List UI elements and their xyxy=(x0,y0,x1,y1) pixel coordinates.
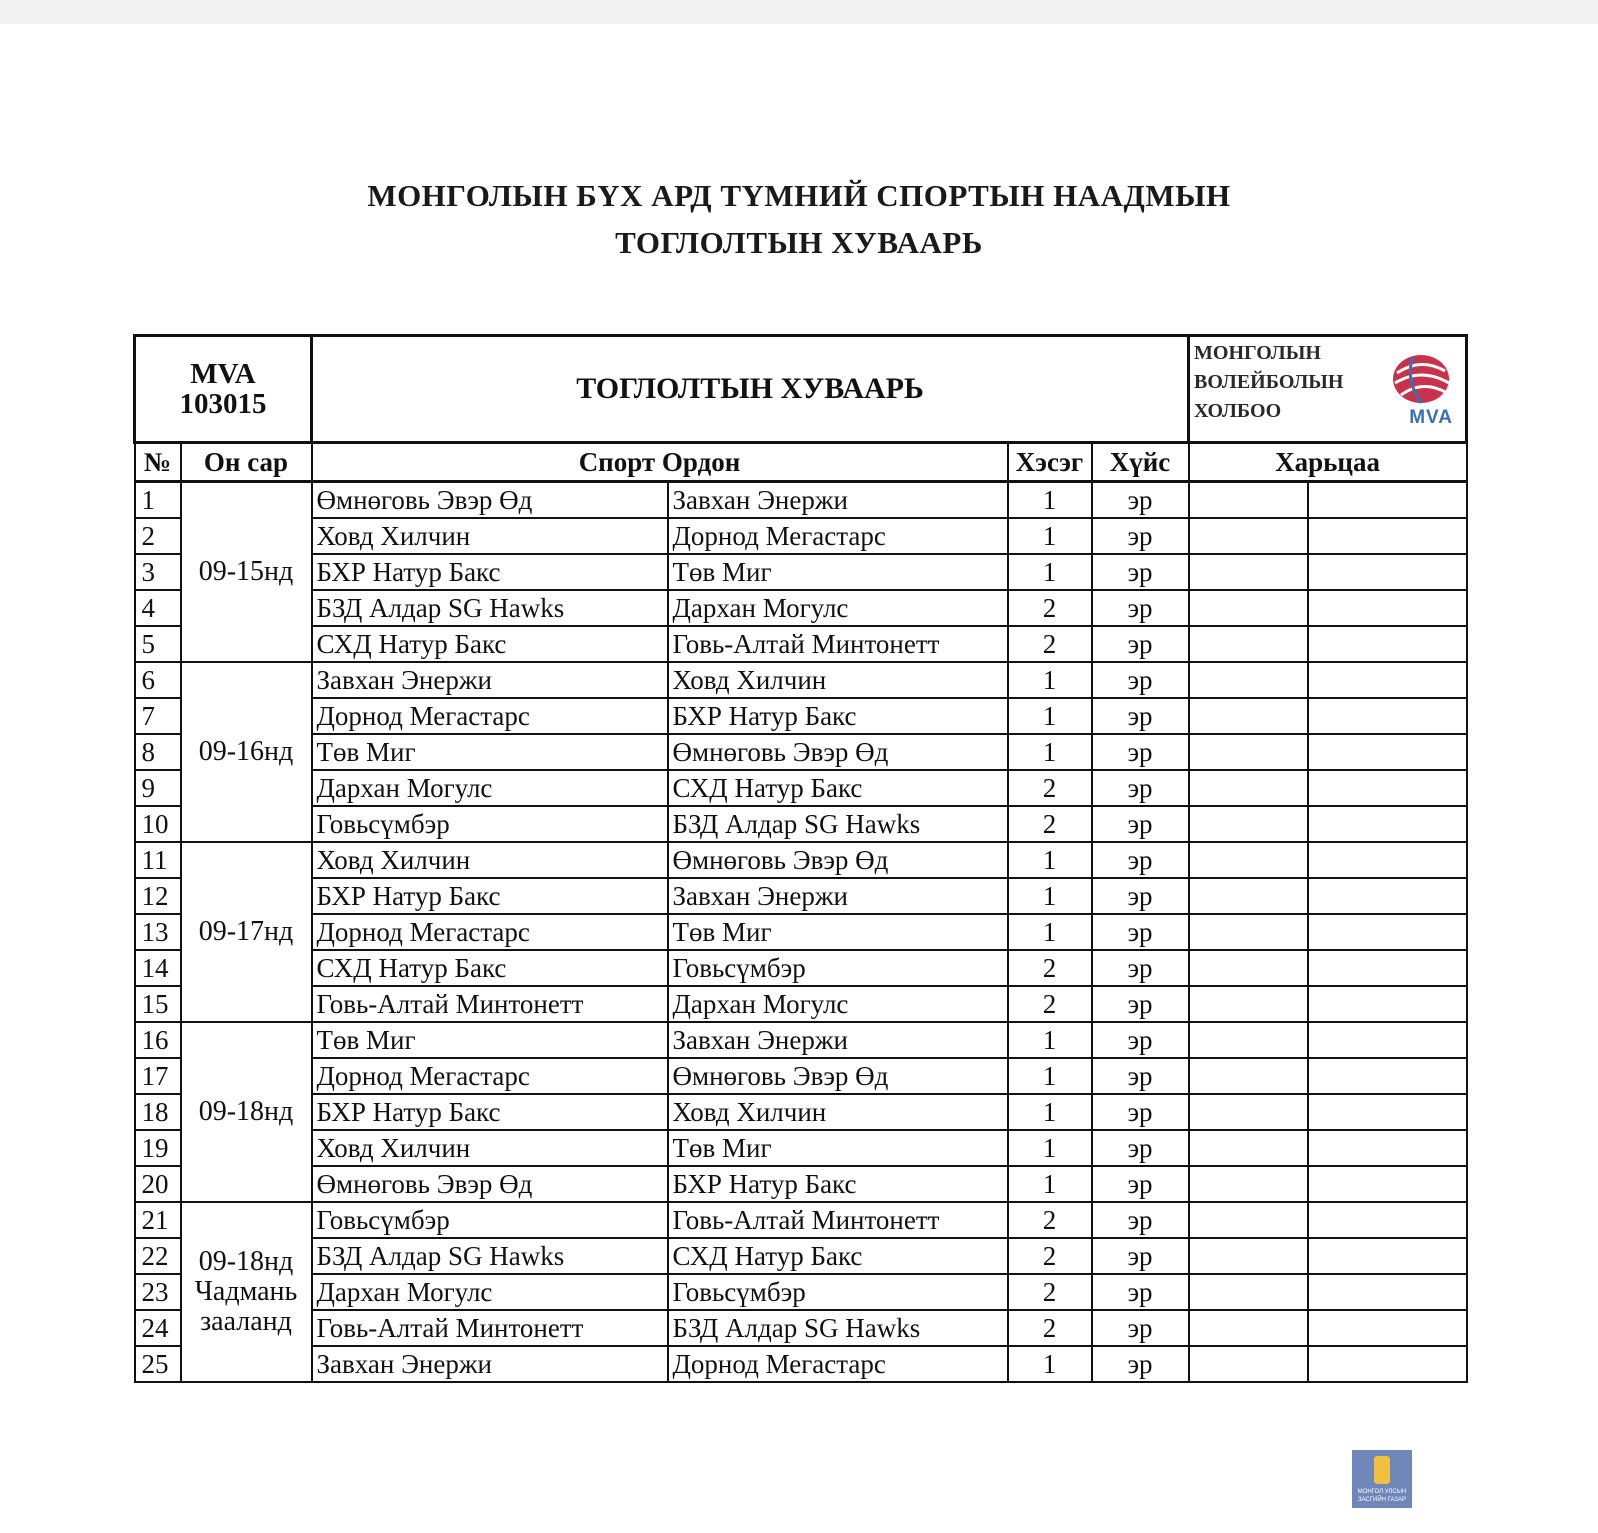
away-team: Өмнөговь Эвэр Өд xyxy=(668,842,1008,878)
home-team: Говьсүмбэр xyxy=(312,806,668,842)
gender-cell: эр xyxy=(1092,626,1189,662)
match-number: 22 xyxy=(135,1238,181,1274)
gender-cell: эр xyxy=(1092,914,1189,950)
away-team: БХР Натур Бакс xyxy=(668,1166,1008,1202)
score-home-cell xyxy=(1189,986,1308,1022)
score-home-cell xyxy=(1189,590,1308,626)
group-cell: 2 xyxy=(1008,986,1092,1022)
mva-code: 103015 xyxy=(179,388,267,420)
home-team: Дорнод Мегастарс xyxy=(312,914,668,950)
score-away-cell xyxy=(1308,770,1467,806)
match-row xyxy=(135,698,1467,734)
match-row xyxy=(135,482,1467,519)
gender-cell: эр xyxy=(1092,662,1189,698)
away-team: Говьсүмбэр xyxy=(668,1274,1008,1310)
gender-cell: эр xyxy=(1092,1310,1189,1346)
score-home-cell xyxy=(1189,518,1308,554)
match-number: 3 xyxy=(135,554,181,590)
match-number: 5 xyxy=(135,626,181,662)
score-home-cell xyxy=(1189,1130,1308,1166)
score-away-cell xyxy=(1308,590,1467,626)
away-team: Завхан Энержи xyxy=(668,1022,1008,1058)
gender-cell: эр xyxy=(1092,1238,1189,1274)
match-number: 7 xyxy=(135,698,181,734)
home-team: Говьсүмбэр xyxy=(312,1202,668,1238)
away-team: БЗД Алдар SG Hawks xyxy=(668,1310,1008,1346)
score-home-cell xyxy=(1189,1058,1308,1094)
group-cell: 1 xyxy=(1008,1130,1092,1166)
match-date xyxy=(181,482,312,663)
gender-cell: эр xyxy=(1092,1274,1189,1310)
group-cell: 2 xyxy=(1008,1238,1092,1274)
score-away-cell xyxy=(1308,1022,1467,1058)
away-team: Ховд Хилчин xyxy=(668,662,1008,698)
score-away-cell xyxy=(1308,878,1467,914)
score-away-cell xyxy=(1308,626,1467,662)
score-away-cell xyxy=(1308,914,1467,950)
gender-cell: эр xyxy=(1092,554,1189,590)
match-number: 12 xyxy=(135,878,181,914)
home-team: Өмнөговь Эвэр Өд xyxy=(312,1166,668,1202)
match-number: 13 xyxy=(135,914,181,950)
score-away-cell xyxy=(1308,1238,1467,1274)
match-date xyxy=(181,1202,312,1382)
away-team: Төв Миг xyxy=(668,914,1008,950)
date-line: зааланд xyxy=(200,1306,292,1337)
away-team: Төв Миг xyxy=(668,1130,1008,1166)
score-home-cell xyxy=(1189,878,1308,914)
gender-cell: эр xyxy=(1092,842,1189,878)
group-cell: 2 xyxy=(1008,1274,1092,1310)
government-logo xyxy=(1352,1450,1412,1508)
match-row xyxy=(135,1274,1467,1310)
away-team: Завхан Энержи xyxy=(668,878,1008,914)
home-team: Ховд Хилчин xyxy=(312,1130,668,1166)
home-team: БЗД Алдар SG Hawks xyxy=(312,590,668,626)
date-line: 09-15нд xyxy=(198,556,294,587)
match-number: 23 xyxy=(135,1274,181,1310)
col-score: Харьцаа xyxy=(1189,443,1467,482)
home-team: СХД Натур Бакс xyxy=(312,626,668,662)
group-cell: 2 xyxy=(1008,1310,1092,1346)
match-row xyxy=(135,950,1467,986)
match-row xyxy=(135,1238,1467,1274)
match-row xyxy=(135,878,1467,914)
score-away-cell xyxy=(1308,482,1467,519)
home-team: Ховд Хилчин xyxy=(312,842,668,878)
group-cell: 2 xyxy=(1008,770,1092,806)
home-team: БХР Натур Бакс xyxy=(312,878,668,914)
logo-mark: MVA xyxy=(1409,407,1454,428)
date-line: Чадмань xyxy=(194,1276,298,1307)
score-home-cell xyxy=(1189,842,1308,878)
gender-cell: эр xyxy=(1092,1166,1189,1202)
match-row xyxy=(135,1022,1467,1058)
match-date xyxy=(181,1022,312,1202)
match-number: 1 xyxy=(135,482,181,519)
date-line: 09-18нд xyxy=(198,1246,294,1277)
gender-cell: эр xyxy=(1092,878,1189,914)
group-cell: 1 xyxy=(1008,1094,1092,1130)
gov-logo-line-2: ЗАСГИЙН ГАЗАР xyxy=(1357,1497,1407,1503)
home-team: Дорнод Мегастарс xyxy=(312,1058,668,1094)
score-home-cell xyxy=(1189,914,1308,950)
match-row xyxy=(135,554,1467,590)
gender-cell: эр xyxy=(1092,482,1189,519)
away-team: Говьсүмбэр xyxy=(668,950,1008,986)
gender-cell: эр xyxy=(1092,770,1189,806)
match-date xyxy=(181,842,312,1022)
group-cell: 1 xyxy=(1008,1166,1092,1202)
away-team: Төв Миг xyxy=(668,554,1008,590)
score-away-cell xyxy=(1308,1130,1467,1166)
match-row xyxy=(135,1346,1467,1382)
home-team: Ховд Хилчин xyxy=(312,518,668,554)
group-cell: 2 xyxy=(1008,950,1092,986)
gender-cell: эр xyxy=(1092,1022,1189,1058)
group-cell: 1 xyxy=(1008,878,1092,914)
column-header-row xyxy=(135,443,1467,482)
volleyball-icon xyxy=(1391,353,1451,405)
match-row xyxy=(135,806,1467,842)
score-away-cell xyxy=(1308,1166,1467,1202)
home-team: Дархан Могулс xyxy=(312,1274,668,1310)
date-line: 09-18нд xyxy=(198,1096,294,1127)
score-home-cell xyxy=(1189,806,1308,842)
match-row xyxy=(135,1130,1467,1166)
home-team: СХД Натур Бакс xyxy=(312,950,668,986)
match-row xyxy=(135,1166,1467,1202)
score-home-cell xyxy=(1189,662,1308,698)
mva-logo xyxy=(1189,336,1467,443)
match-number: 8 xyxy=(135,734,181,770)
match-number: 20 xyxy=(135,1166,181,1202)
score-away-cell xyxy=(1308,986,1467,1022)
table-title-row xyxy=(135,336,1467,443)
col-group: Хэсэг xyxy=(1008,443,1092,482)
match-row xyxy=(135,914,1467,950)
group-cell: 1 xyxy=(1008,482,1092,519)
match-row xyxy=(135,590,1467,626)
score-away-cell xyxy=(1308,950,1467,986)
score-home-cell xyxy=(1189,698,1308,734)
gender-cell: эр xyxy=(1092,518,1189,554)
score-home-cell xyxy=(1189,1022,1308,1058)
away-team: БЗД Алдар SG Hawks xyxy=(668,806,1008,842)
score-away-cell xyxy=(1308,662,1467,698)
home-team: Дархан Могулс xyxy=(312,770,668,806)
score-home-cell xyxy=(1189,1166,1308,1202)
away-team: Дорнод Мегастарс xyxy=(668,518,1008,554)
schedule-table xyxy=(133,334,1468,1383)
score-home-cell xyxy=(1189,1238,1308,1274)
match-number: 11 xyxy=(135,842,181,878)
score-home-cell xyxy=(1189,554,1308,590)
document-heading xyxy=(0,172,1598,266)
score-home-cell xyxy=(1189,734,1308,770)
score-home-cell xyxy=(1189,770,1308,806)
match-row xyxy=(135,986,1467,1022)
table-title: ТОГЛОЛТЫН ХУВААРЬ xyxy=(312,336,1189,443)
col-gender: Хүйс xyxy=(1092,443,1189,482)
col-number: № xyxy=(135,443,181,482)
match-number: 21 xyxy=(135,1202,181,1238)
group-cell: 1 xyxy=(1008,662,1092,698)
match-date xyxy=(181,662,312,842)
soyombo-emblem-icon xyxy=(1374,1456,1390,1484)
away-team: Дорнод Мегастарс xyxy=(668,1346,1008,1382)
match-row xyxy=(135,842,1467,878)
score-away-cell xyxy=(1308,518,1467,554)
group-cell: 1 xyxy=(1008,518,1092,554)
group-cell: 2 xyxy=(1008,590,1092,626)
away-team: БХР Натур Бакс xyxy=(668,698,1008,734)
match-row xyxy=(135,734,1467,770)
away-team: СХД Натур Бакс xyxy=(668,1238,1008,1274)
group-cell: 1 xyxy=(1008,554,1092,590)
col-venue: Спорт Ордон xyxy=(312,443,1008,482)
score-away-cell xyxy=(1308,842,1467,878)
match-number: 9 xyxy=(135,770,181,806)
home-team: Завхан Энержи xyxy=(312,662,668,698)
group-cell: 1 xyxy=(1008,734,1092,770)
gender-cell: эр xyxy=(1092,1346,1189,1382)
home-team: БХР Натур Бакс xyxy=(312,1094,668,1130)
group-cell: 1 xyxy=(1008,1058,1092,1094)
match-number: 10 xyxy=(135,806,181,842)
home-team: Өмнөговь Эвэр Өд xyxy=(312,482,668,519)
away-team: Говь-Алтай Минтонетт xyxy=(668,626,1008,662)
score-home-cell xyxy=(1189,482,1308,519)
government-logo-text xyxy=(1352,1488,1412,1504)
match-row xyxy=(135,1094,1467,1130)
top-bar xyxy=(0,0,1598,24)
heading-line-2: ТОГЛОЛТЫН ХУВААРЬ xyxy=(615,225,983,260)
match-number: 19 xyxy=(135,1130,181,1166)
score-away-cell xyxy=(1308,1202,1467,1238)
group-cell: 2 xyxy=(1008,1202,1092,1238)
away-team: Завхан Энержи xyxy=(668,482,1008,519)
home-team: БХР Натур Бакс xyxy=(312,554,668,590)
group-cell: 1 xyxy=(1008,698,1092,734)
gender-cell: эр xyxy=(1092,590,1189,626)
match-number: 24 xyxy=(135,1310,181,1346)
home-team: Завхан Энержи xyxy=(312,1346,668,1382)
gender-cell: эр xyxy=(1092,1058,1189,1094)
gender-cell: эр xyxy=(1092,986,1189,1022)
score-home-cell xyxy=(1189,626,1308,662)
group-cell: 1 xyxy=(1008,842,1092,878)
match-row xyxy=(135,1202,1467,1238)
match-row xyxy=(135,1058,1467,1094)
score-away-cell xyxy=(1308,554,1467,590)
away-team: Ховд Хилчин xyxy=(668,1094,1008,1130)
match-row xyxy=(135,518,1467,554)
score-away-cell xyxy=(1308,1058,1467,1094)
heading-line-1: МОНГОЛЫН БҮХ АРД ТҮМНИЙ СПОРТЫН НААДМЫН xyxy=(367,178,1231,213)
home-team: Төв Миг xyxy=(312,1022,668,1058)
gender-cell: эр xyxy=(1092,806,1189,842)
score-home-cell xyxy=(1189,1274,1308,1310)
score-away-cell xyxy=(1308,698,1467,734)
gender-cell: эр xyxy=(1092,950,1189,986)
group-cell: 2 xyxy=(1008,806,1092,842)
match-number: 6 xyxy=(135,662,181,698)
match-row xyxy=(135,662,1467,698)
match-number: 17 xyxy=(135,1058,181,1094)
date-line: 09-16нд xyxy=(198,736,294,767)
group-cell: 1 xyxy=(1008,1346,1092,1382)
group-cell: 2 xyxy=(1008,626,1092,662)
home-team: БЗД Алдар SG Hawks xyxy=(312,1238,668,1274)
date-line: 09-17нд xyxy=(198,916,294,947)
gender-cell: эр xyxy=(1092,1130,1189,1166)
score-away-cell xyxy=(1308,1094,1467,1130)
away-team: Өмнөговь Эвэр Өд xyxy=(668,1058,1008,1094)
logo-line-2: ВОЛЕЙБОЛЫН xyxy=(1194,371,1344,393)
gender-cell: эр xyxy=(1092,734,1189,770)
logo-text xyxy=(1194,339,1343,426)
match-row xyxy=(135,626,1467,662)
score-away-cell xyxy=(1308,1310,1467,1346)
score-home-cell xyxy=(1189,1202,1308,1238)
match-number: 4 xyxy=(135,590,181,626)
col-date: Он сар xyxy=(181,443,312,482)
away-team: Өмнөговь Эвэр Өд xyxy=(668,734,1008,770)
match-row xyxy=(135,770,1467,806)
mva-label: MVA xyxy=(190,358,256,390)
score-home-cell xyxy=(1189,1310,1308,1346)
away-team: Говь-Алтай Минтонетт xyxy=(668,1202,1008,1238)
match-row xyxy=(135,1310,1467,1346)
match-number: 18 xyxy=(135,1094,181,1130)
home-team: Дорнод Мегастарс xyxy=(312,698,668,734)
away-team: Дархан Могулс xyxy=(668,590,1008,626)
score-home-cell xyxy=(1189,1346,1308,1382)
match-number: 2 xyxy=(135,518,181,554)
score-away-cell xyxy=(1308,1346,1467,1382)
gender-cell: эр xyxy=(1092,698,1189,734)
home-team: Төв Миг xyxy=(312,734,668,770)
gov-logo-line-1: МОНГОЛ УЛСЫН xyxy=(1357,1489,1407,1495)
away-team: Дархан Могулс xyxy=(668,986,1008,1022)
score-away-cell xyxy=(1308,1274,1467,1310)
score-away-cell xyxy=(1308,734,1467,770)
match-number: 14 xyxy=(135,950,181,986)
score-away-cell xyxy=(1308,806,1467,842)
match-number: 25 xyxy=(135,1346,181,1382)
home-team: Говь-Алтай Минтонетт xyxy=(312,986,668,1022)
match-number: 16 xyxy=(135,1022,181,1058)
home-team: Говь-Алтай Минтонетт xyxy=(312,1310,668,1346)
logo-line-1: МОНГОЛЫН xyxy=(1194,342,1321,364)
match-number: 15 xyxy=(135,986,181,1022)
group-cell: 1 xyxy=(1008,1022,1092,1058)
gender-cell: эр xyxy=(1092,1094,1189,1130)
mva-id-cell xyxy=(135,336,312,443)
logo-line-3: ХОЛБОО xyxy=(1194,400,1282,422)
gender-cell: эр xyxy=(1092,1202,1189,1238)
away-team: СХД Натур Бакс xyxy=(668,770,1008,806)
score-home-cell xyxy=(1189,1094,1308,1130)
group-cell: 1 xyxy=(1008,914,1092,950)
score-home-cell xyxy=(1189,950,1308,986)
